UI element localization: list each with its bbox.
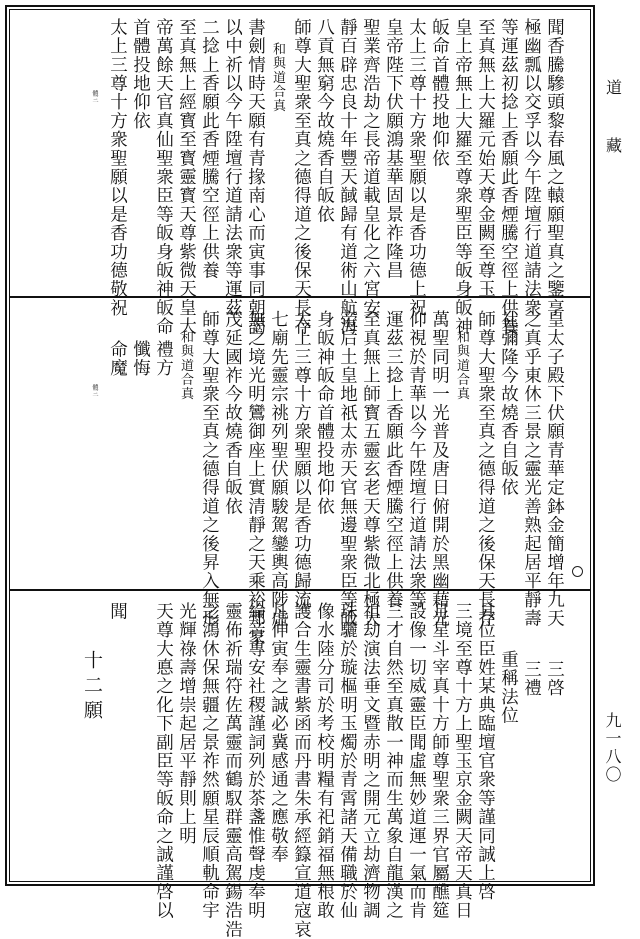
text-column: 命魔 [107,340,128,378]
text-column: 和與道合真 [178,330,193,401]
text-column: 等運茲初捻上香願此香煙騰空徑上供養 [498,18,519,336]
text-column: 靜百辟忠良十年豐天馘歸有道術山航海 [337,18,358,336]
page-number: 九一八〇 [603,712,622,784]
text-column: 極幽瓢以交孚以今午陞壇行道請法衆 [521,18,542,318]
text-column: 至真無上師寳五靈玄老天尊紫微北極大 [360,310,381,628]
text-column: 和與道合真 [270,42,285,113]
text-column: 太上三尊十方衆聖願以是香功德歸流 [291,310,312,610]
text-column: 太上三尊十方衆聖願以是香功德上祝 [406,18,427,318]
text-column: 綸音專安社稷謹詞列於茶盞惟聲虔奉明 [245,602,266,920]
text-column: 凡伸寅奉之誠必冀感通之應敬奉 [268,602,289,864]
text-column: 三禮 [521,660,542,698]
text-column: 至真無上大羅元始天尊金闕至尊玉 [475,18,496,299]
text-column: 三才自然至真散一神而生萬象自龍漢之 [383,602,404,920]
text-column: 珠驪於璇樞明玉燭於青霄諸天備職於仙 [337,602,358,920]
text-column: 月星斗宰真十方師尊聖衆三界官屬醮筵 [429,602,450,920]
margin-title-char: 藏 [606,136,623,155]
text-column: 帝萬餘天官真仙聖衆臣等皈身皈神皈命 [153,18,174,336]
text-column: 至真無上經寳至寳靈寳天尊紫微天皇大 [176,18,197,336]
text-column: 三啓 [544,660,565,698]
text-column: 師尊大聖衆至真之德得道之後保天長存 [475,310,496,628]
text-column: 書劍情時天願有青掾南心而寅事同朝謁 [245,18,266,336]
text-column: 聞 [107,602,128,621]
text-column: 重稱法位 [498,650,519,725]
text-column: 懺悔 [130,340,151,378]
text-column: 二捻上香願此香煙騰空徑上供養 [199,18,220,280]
text-column: 七廟先靈宗祧列聖伏願駿駕鑾輿高陟虛 [268,310,289,628]
text-column: 萬聖同明一光普及唐日俯開於黑幽藉光 [429,310,450,628]
text-column: 靈佈祈瑞符佐萬靈而鶴馭群靈高駕鍚浩浩 [222,602,243,939]
text-column: 皇帝陛下伏願鴻基華固景祚隆昌 [383,18,404,280]
text-column: 帝后土皇地祇太赤天官無邊聖衆臣等皈 [337,310,358,628]
text-column: 皇太子殿下伏願青華定鉢金簡增年九天 [544,310,565,628]
text-column: 護合生靈書紫函而丹書朱承經籙宣道寇哀 [291,602,312,939]
text-column: 和與道合真 [454,330,469,401]
text-column: 身皈神皈命首體投地仰依 [314,310,335,516]
leaf-mark: 體三 [91,90,98,102]
text-column: 師尊大聖衆至真之德得道之後保天長存 [291,18,312,336]
leaf-mark: 體三 [91,384,98,396]
text-column: 像水陸分司於考校明糧有祀銷福無根敢 [314,602,335,920]
text-column: 無之境光明鸞御座上實清靜之天乘裕邦家 [245,310,266,647]
text-column: 聞香騰驂頭黎春風之轅願聖真之鑒享 [544,18,565,318]
text-column: 八貢無窮今故燒香自皈依 [314,18,335,224]
text-column: 光輝祿壽增崇起居平靜則上明 [176,602,197,846]
text-column: 之真乎東休三景之靈光善熟起居平靜壽 [521,310,542,628]
text-column: 之鴻休保無疆之景祚然願星辰順軌命宇 [199,602,220,920]
text-column: 具位臣姓某典臨壇官衆等謹同誠上啓 [475,602,496,902]
margin-title-char: 道 [606,78,623,97]
text-column: 社彌隆今故燒香自皈依 [498,310,519,497]
text-column: 太上三尊十方衆聖願以是香功德敬祝 [107,18,128,318]
text-column: 運茲三捻上香願此香煙騰空徑上供養 [383,310,404,610]
text-column: 三境至尊十方上聖玉京金闕天帝天真日 [452,602,473,920]
text-column: 聖業齊浩劫之長帝道載皇化之六宮安 [360,18,381,318]
section-heading: 十二願 [81,650,103,725]
text-column: 禮方 [153,340,174,378]
text-column: 祖劫演法垂文暨赤明之開元立劫濟物調 [360,602,381,920]
text-column: 茂延國祚今故燒香自皈依 [222,310,243,516]
text-column: 皇上帝無上大羅至尊衆聖臣等皈身皈神 [452,18,473,336]
text-column: 仰視於青華以今午陞壇行道請法衆等 [406,310,427,610]
text-column: 設像一切威靈臣聞虛無妙道運一氣而肯 [406,602,427,920]
text-column: 首體投地仰依 [130,18,151,131]
circle-mark [572,566,583,577]
text-column: 天尊大悳之化下副臣等皈命之誠謹啓以 [153,602,174,920]
text-column: 皈命首體投地仰依 [429,18,450,168]
text-column: 師尊大聖衆至真之德得道之後昇入無形 [199,310,220,628]
text-column: 以中祈以今午陞壇行道請法衆等運茲 [222,18,243,318]
